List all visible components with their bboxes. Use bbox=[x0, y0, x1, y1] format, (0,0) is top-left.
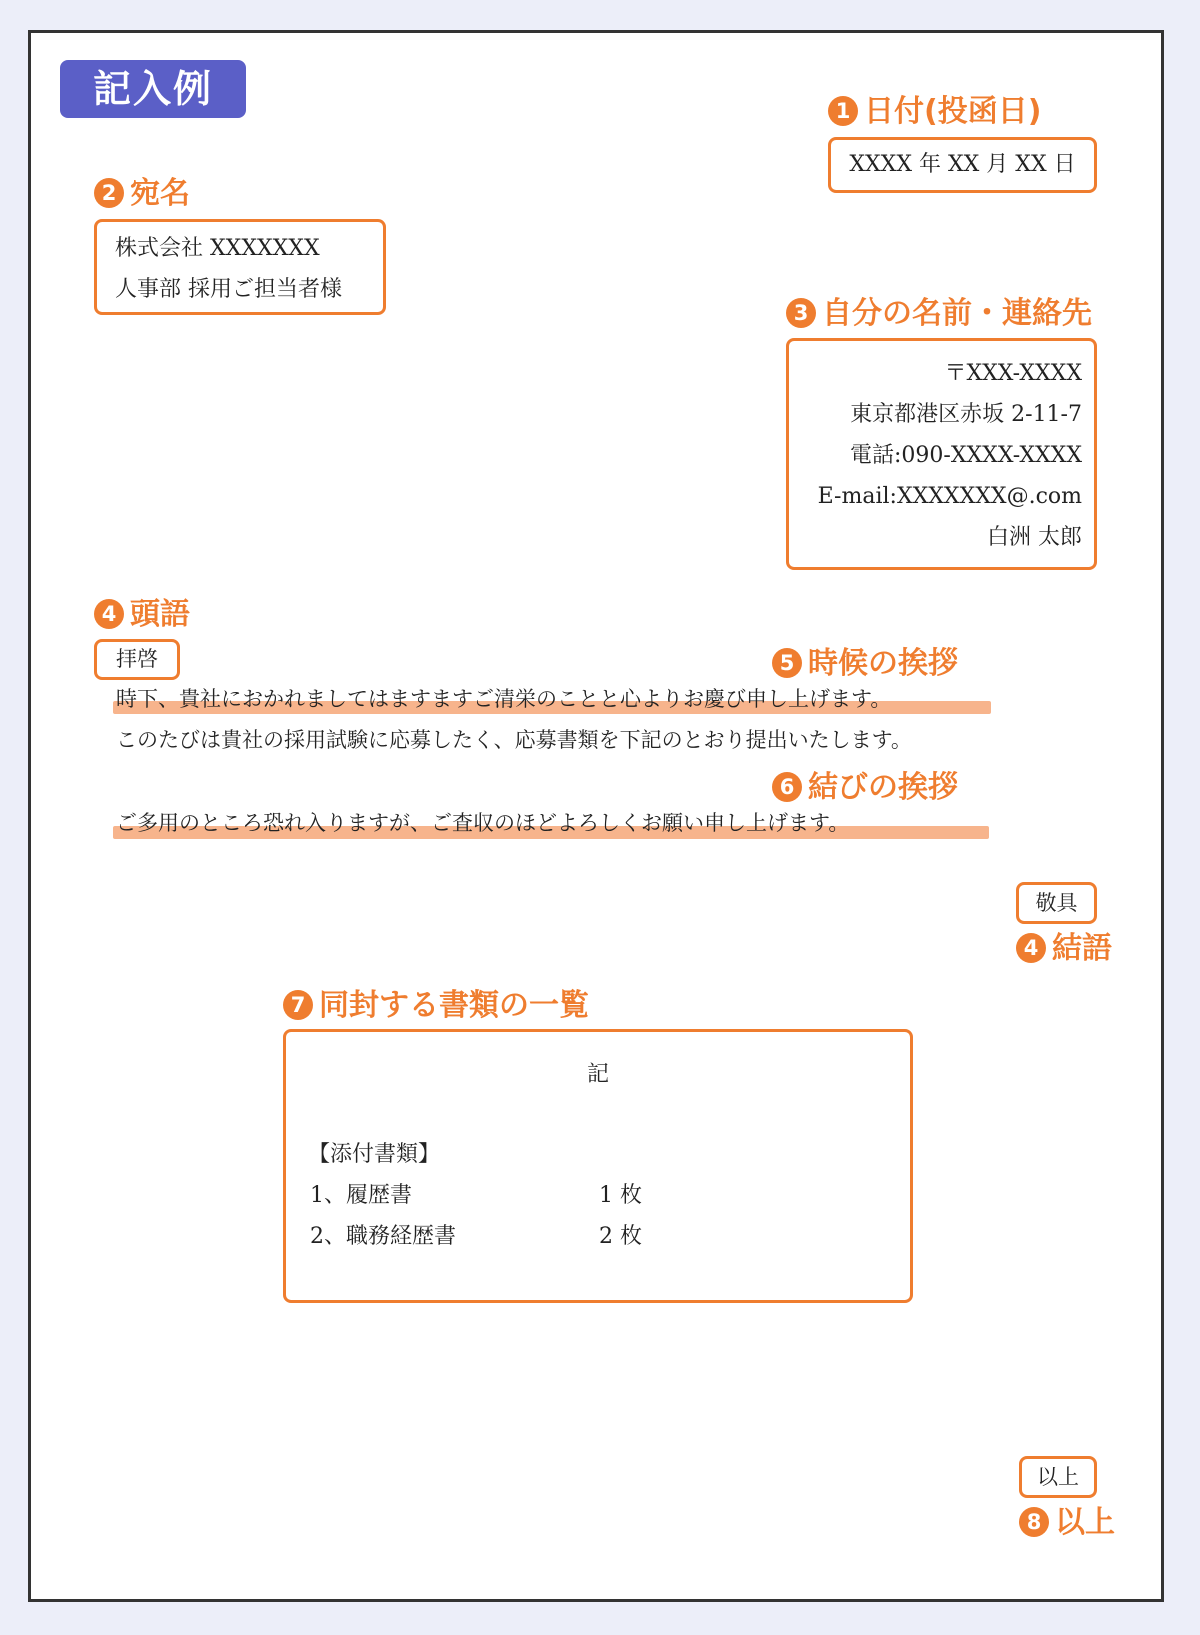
enclosure-item-name: 1、履歴書 bbox=[310, 1183, 412, 1208]
number-icon: 1 bbox=[828, 96, 858, 126]
date-box bbox=[828, 137, 1097, 193]
enclosure-heading: 記 bbox=[586, 1062, 609, 1087]
enclosure-box bbox=[283, 1029, 913, 1303]
number-icon: 5 bbox=[772, 648, 802, 678]
enclosure-item-qty: 1 枚 bbox=[599, 1183, 642, 1208]
opening-word: 拝啓 bbox=[116, 647, 158, 671]
sender-address: 東京都港区赤坂 2-11-7 bbox=[850, 402, 1082, 427]
label-date: 1 日付(投函日) bbox=[828, 94, 1041, 130]
label-closing: 4 結語 bbox=[1016, 931, 1112, 967]
body-seasonal: 時下、貴社におかれましてはますますご清栄のことと心よりお慶び申し上げます。 bbox=[116, 687, 892, 711]
label-end: 8 以上 bbox=[1019, 1505, 1115, 1541]
closing-word-box bbox=[1016, 882, 1097, 924]
addressee-company: 株式会社 XXXXXXX bbox=[115, 236, 320, 261]
body-closing: ご多用のところ恐れ入りますが、ご査収のほどよろしくお願い申し上げます。 bbox=[116, 811, 850, 835]
opening-word-box bbox=[94, 639, 180, 680]
number-icon: 7 bbox=[283, 990, 313, 1020]
sender-postal: 〒XXX-XXXX bbox=[944, 361, 1082, 386]
number-icon: 4 bbox=[94, 599, 124, 629]
sender-name: 白洲 太郎 bbox=[987, 525, 1082, 550]
number-icon: 6 bbox=[772, 772, 802, 802]
number-icon: 8 bbox=[1019, 1507, 1049, 1537]
label-sender: 3 自分の名前・連絡先 bbox=[786, 296, 1092, 332]
label-closing-greeting: 6 結びの挨拶 bbox=[772, 770, 958, 806]
label-seasonal: 5 時候の挨拶 bbox=[772, 646, 958, 682]
end-word-box bbox=[1019, 1456, 1097, 1498]
enclosure-title: 【添付書類】 bbox=[308, 1142, 441, 1167]
end-word: 以上 bbox=[1037, 1465, 1079, 1489]
body-main: このたびは貴社の採用試験に応募したく、応募書類を下記のとおり提出いたします。 bbox=[116, 728, 912, 752]
enclosure-item-name: 2、職務経歴書 bbox=[310, 1224, 456, 1249]
date-value: XXXX 年 XX 月 XX 日 bbox=[849, 152, 1076, 177]
number-icon: 2 bbox=[94, 178, 124, 208]
enclosure-item-qty: 2 枚 bbox=[599, 1224, 642, 1249]
sender-box bbox=[786, 338, 1097, 570]
addressee-department: 人事部 採用ご担当者様 bbox=[115, 277, 342, 302]
label-opening: 4 頭語 bbox=[94, 597, 190, 633]
number-icon: 3 bbox=[786, 298, 816, 328]
addressee-box bbox=[94, 219, 386, 315]
number-icon: 4 bbox=[1016, 933, 1046, 963]
label-enclosure: 7 同封する書類の一覧 bbox=[283, 988, 589, 1024]
example-badge: 記入例 bbox=[60, 60, 246, 118]
label-addressee: 2 宛名 bbox=[94, 176, 190, 212]
sender-phone: 電話:090-XXXX-XXXX bbox=[850, 443, 1082, 468]
sender-email: E-mail:XXXXXXX@.com bbox=[817, 484, 1082, 509]
closing-word: 敬具 bbox=[1035, 891, 1078, 915]
